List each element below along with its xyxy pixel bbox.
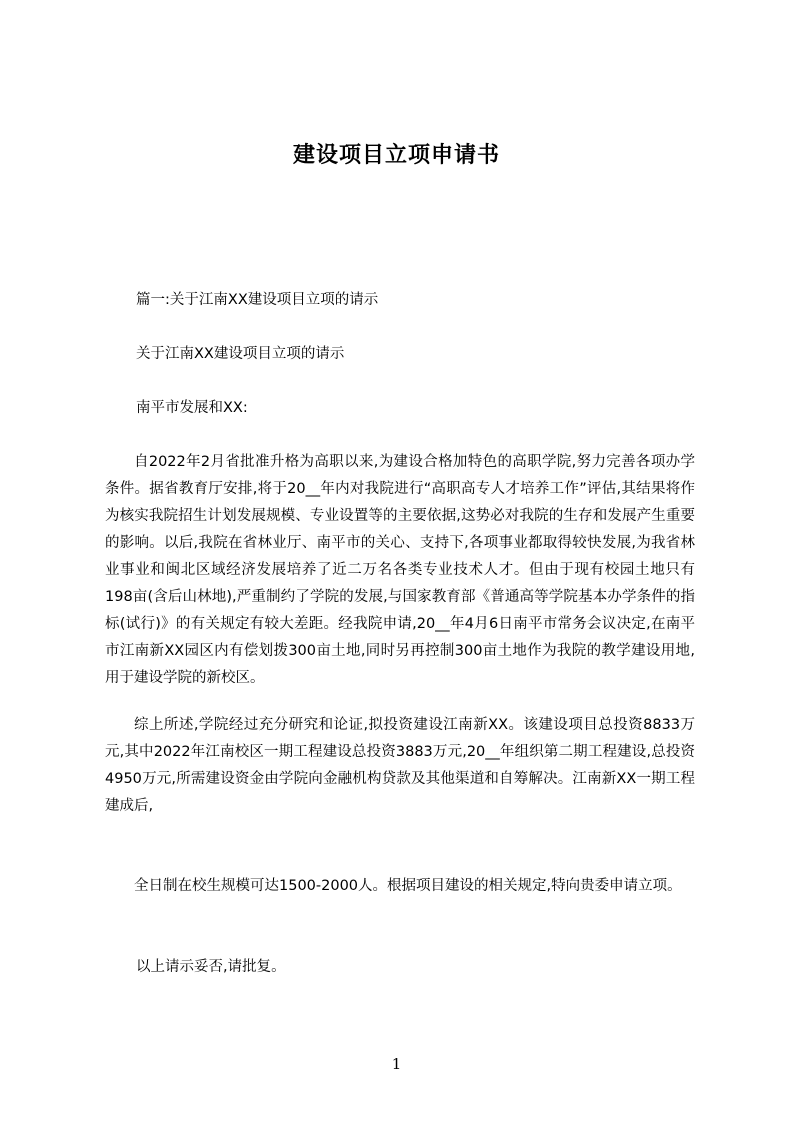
closing-line: 以上请示妥否,请批复。 bbox=[136, 959, 286, 975]
recipient-line: 南平市发展和XX: bbox=[136, 400, 248, 416]
subtitle: 篇一:关于江南XX建设项目立项的请示 bbox=[136, 292, 379, 308]
page-number: 1 bbox=[391, 1055, 402, 1073]
body-paragraph-2: 综上所述,学院经过充分研究和论证,拟投资建设江南新XX。该建设项目总投资8833万元,其中2022年江南校区一期工程建设总投资3883万元,20__年组织第二期工程建设,总投资4950万元,所需建设资金由学院向金融机构贷款及其他渠道和自筹解决。江南新XX一期工程建成后, bbox=[105, 717, 695, 814]
request-heading: 关于江南XX建设项目立项的请示 bbox=[136, 346, 345, 362]
document-title: 建设项目立项申请书 bbox=[292, 143, 500, 168]
body-paragraph-1: 自2022年2月省批准升格为高职以来,为建设合格加特色的高职学院,努力完善各项办学条件。据省教育厅安排,将于20__年内对我院进行“高职高专人才培养工作”评估,其结果将作为核实我院招生计划发展规模、专业设置等的主要依据,这势必对我院的生存和发展产生重要的影响。以后,我院在省林业厅、南平市的关心、支持下,各项事业都取得较快发展,为我省林业事业和闽北区域经济发展培养了近二万名各类专业技术人才。但由于现有校园土地只有198亩(含后山林地),严重制约了学院的发展,与国家教育部《普通高等学院基本办学条件的指标(试行)》的有关规定有较大差距。经我院申请,20__年4月6日南平市常务会议决定,在南平市江南新XX园区内有偿划拨300亩土地,同时另再控制300亩土地作为我院的教学建设用地,用于建设学院的新校区。 bbox=[105, 454, 695, 686]
body-paragraph-3: 全日制在校生规模可达1500-2000人。根据项目建设的相关规定,特向贵委申请立项。 bbox=[134, 878, 682, 894]
